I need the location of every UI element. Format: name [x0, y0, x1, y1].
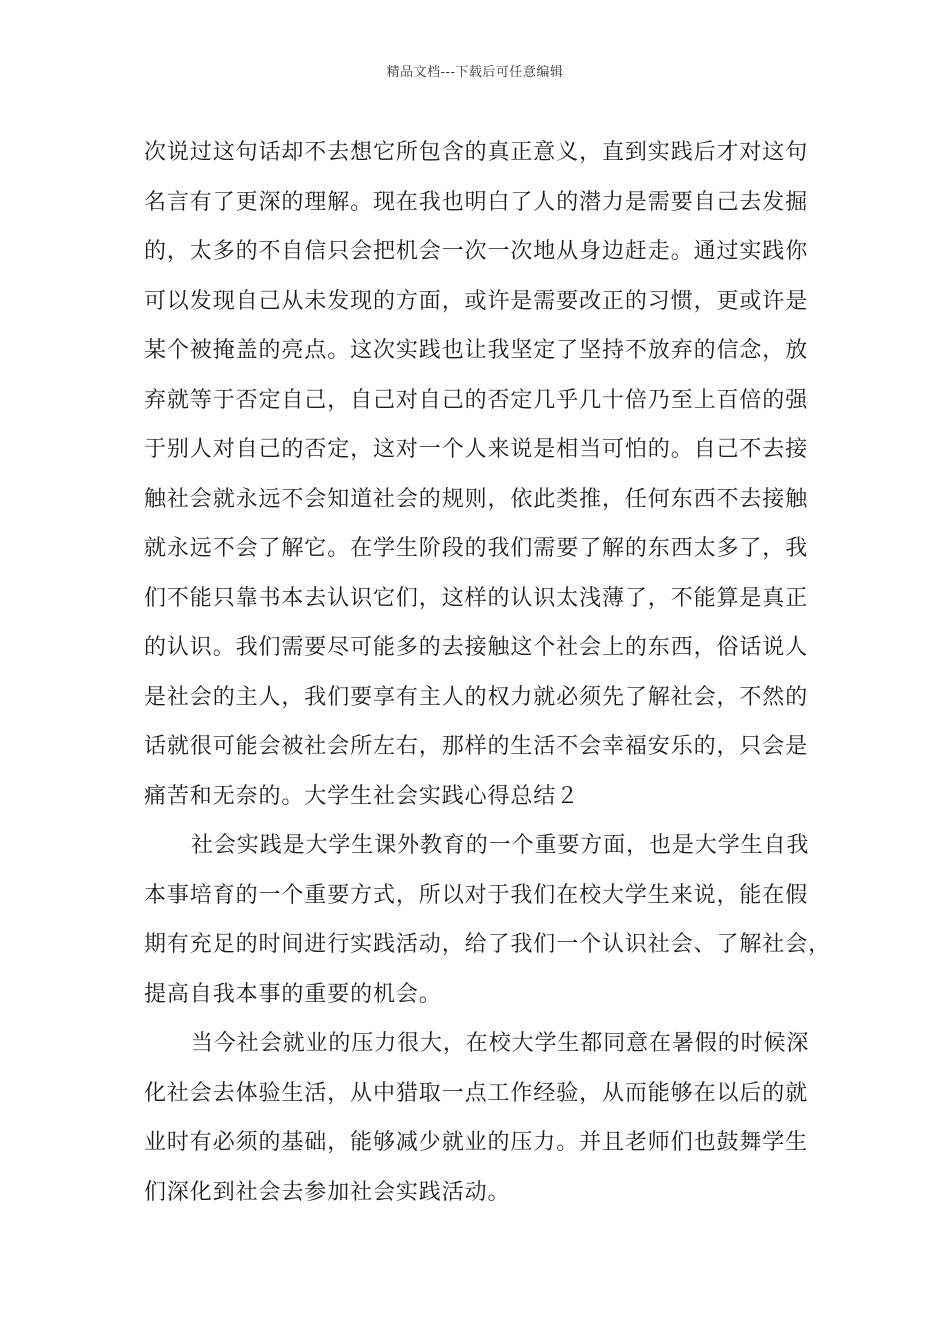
- text-line: 提高自我本事的重要的机会。: [144, 981, 442, 1007]
- text-line: 的认识。我们需要尽可能多的去接触这个社会上的东西，俗话说人: [144, 635, 809, 660]
- text-line: 们不能只靠书本去认识它们，这样的认识太浅薄了，不能算是真正: [144, 585, 809, 611]
- paragraph-1: [144, 128, 834, 821]
- text-line: 期有充足的时间进行实践活动，给了我们一个认识社会、了解社会，: [144, 932, 832, 957]
- paragraph-3: [144, 1019, 834, 1217]
- page-header: 精品文档---下载后可任意编辑: [386, 65, 564, 80]
- text-line: 就永远不会了解它。在学生阶段的我们需要了解的东西太多了，我: [144, 536, 809, 561]
- text-line: 弃就等于否定自己，自己对自己的否定几乎几十倍乃至上百倍的强: [144, 387, 809, 413]
- text-line: 痛苦和无奈的。大学生社会实践心得总结２: [144, 783, 580, 809]
- text-line: 于别人对自己的否定，这对一个人来说是相当可怕的。自己不去接: [144, 437, 809, 462]
- text-line: 是社会的主人，我们要享有主人的权力就必须先了解社会，不然的: [144, 684, 809, 710]
- text-line: 名言有了更深的理解。现在我也明白了人的潜力是需要自己去发掘: [144, 189, 809, 215]
- text-line: 可以发现自己从未发现的方面，或许是需要改正的习惯，更或许是: [144, 288, 809, 314]
- text-line: 次说过这句话却不去想它所包含的真正意义，直到实践后才对这句: [144, 140, 809, 165]
- text-line: 业时有必须的基础，能够减少就业的压力。并且老师们也鼓舞学生: [144, 1130, 809, 1155]
- text-line: 触社会就永远不会知道社会的规则，依此类推，任何东西不去接触: [144, 486, 809, 512]
- text-line: 当今社会就业的压力很大，在校大学生都同意在暑假的时候深: [191, 1031, 810, 1056]
- text-line: 化社会去体验生活，从中猎取一点工作经验，从而能够在以后的就: [144, 1080, 809, 1106]
- text-line: 们深化到社会去参加社会实践活动。: [144, 1179, 511, 1205]
- document-body: [144, 128, 834, 1217]
- paragraph-2: [144, 821, 834, 1019]
- text-line: 话就很可能会被社会所左右，那样的生活不会幸福安乐的，只会是: [144, 734, 809, 759]
- text-line: 的，太多的不自信只会把机会一次一次地从身边赶走。通过实践你: [144, 239, 809, 264]
- text-line: 社会实践是大学生课外教育的一个重要方面，也是大学生自我: [191, 833, 810, 858]
- text-line: 本事培育的一个重要方式，所以对于我们在校大学生来说，能在假: [144, 882, 809, 908]
- text-line: 某个被掩盖的亮点。这次实践也让我坚定了坚持不放弃的信念，放: [144, 338, 809, 363]
